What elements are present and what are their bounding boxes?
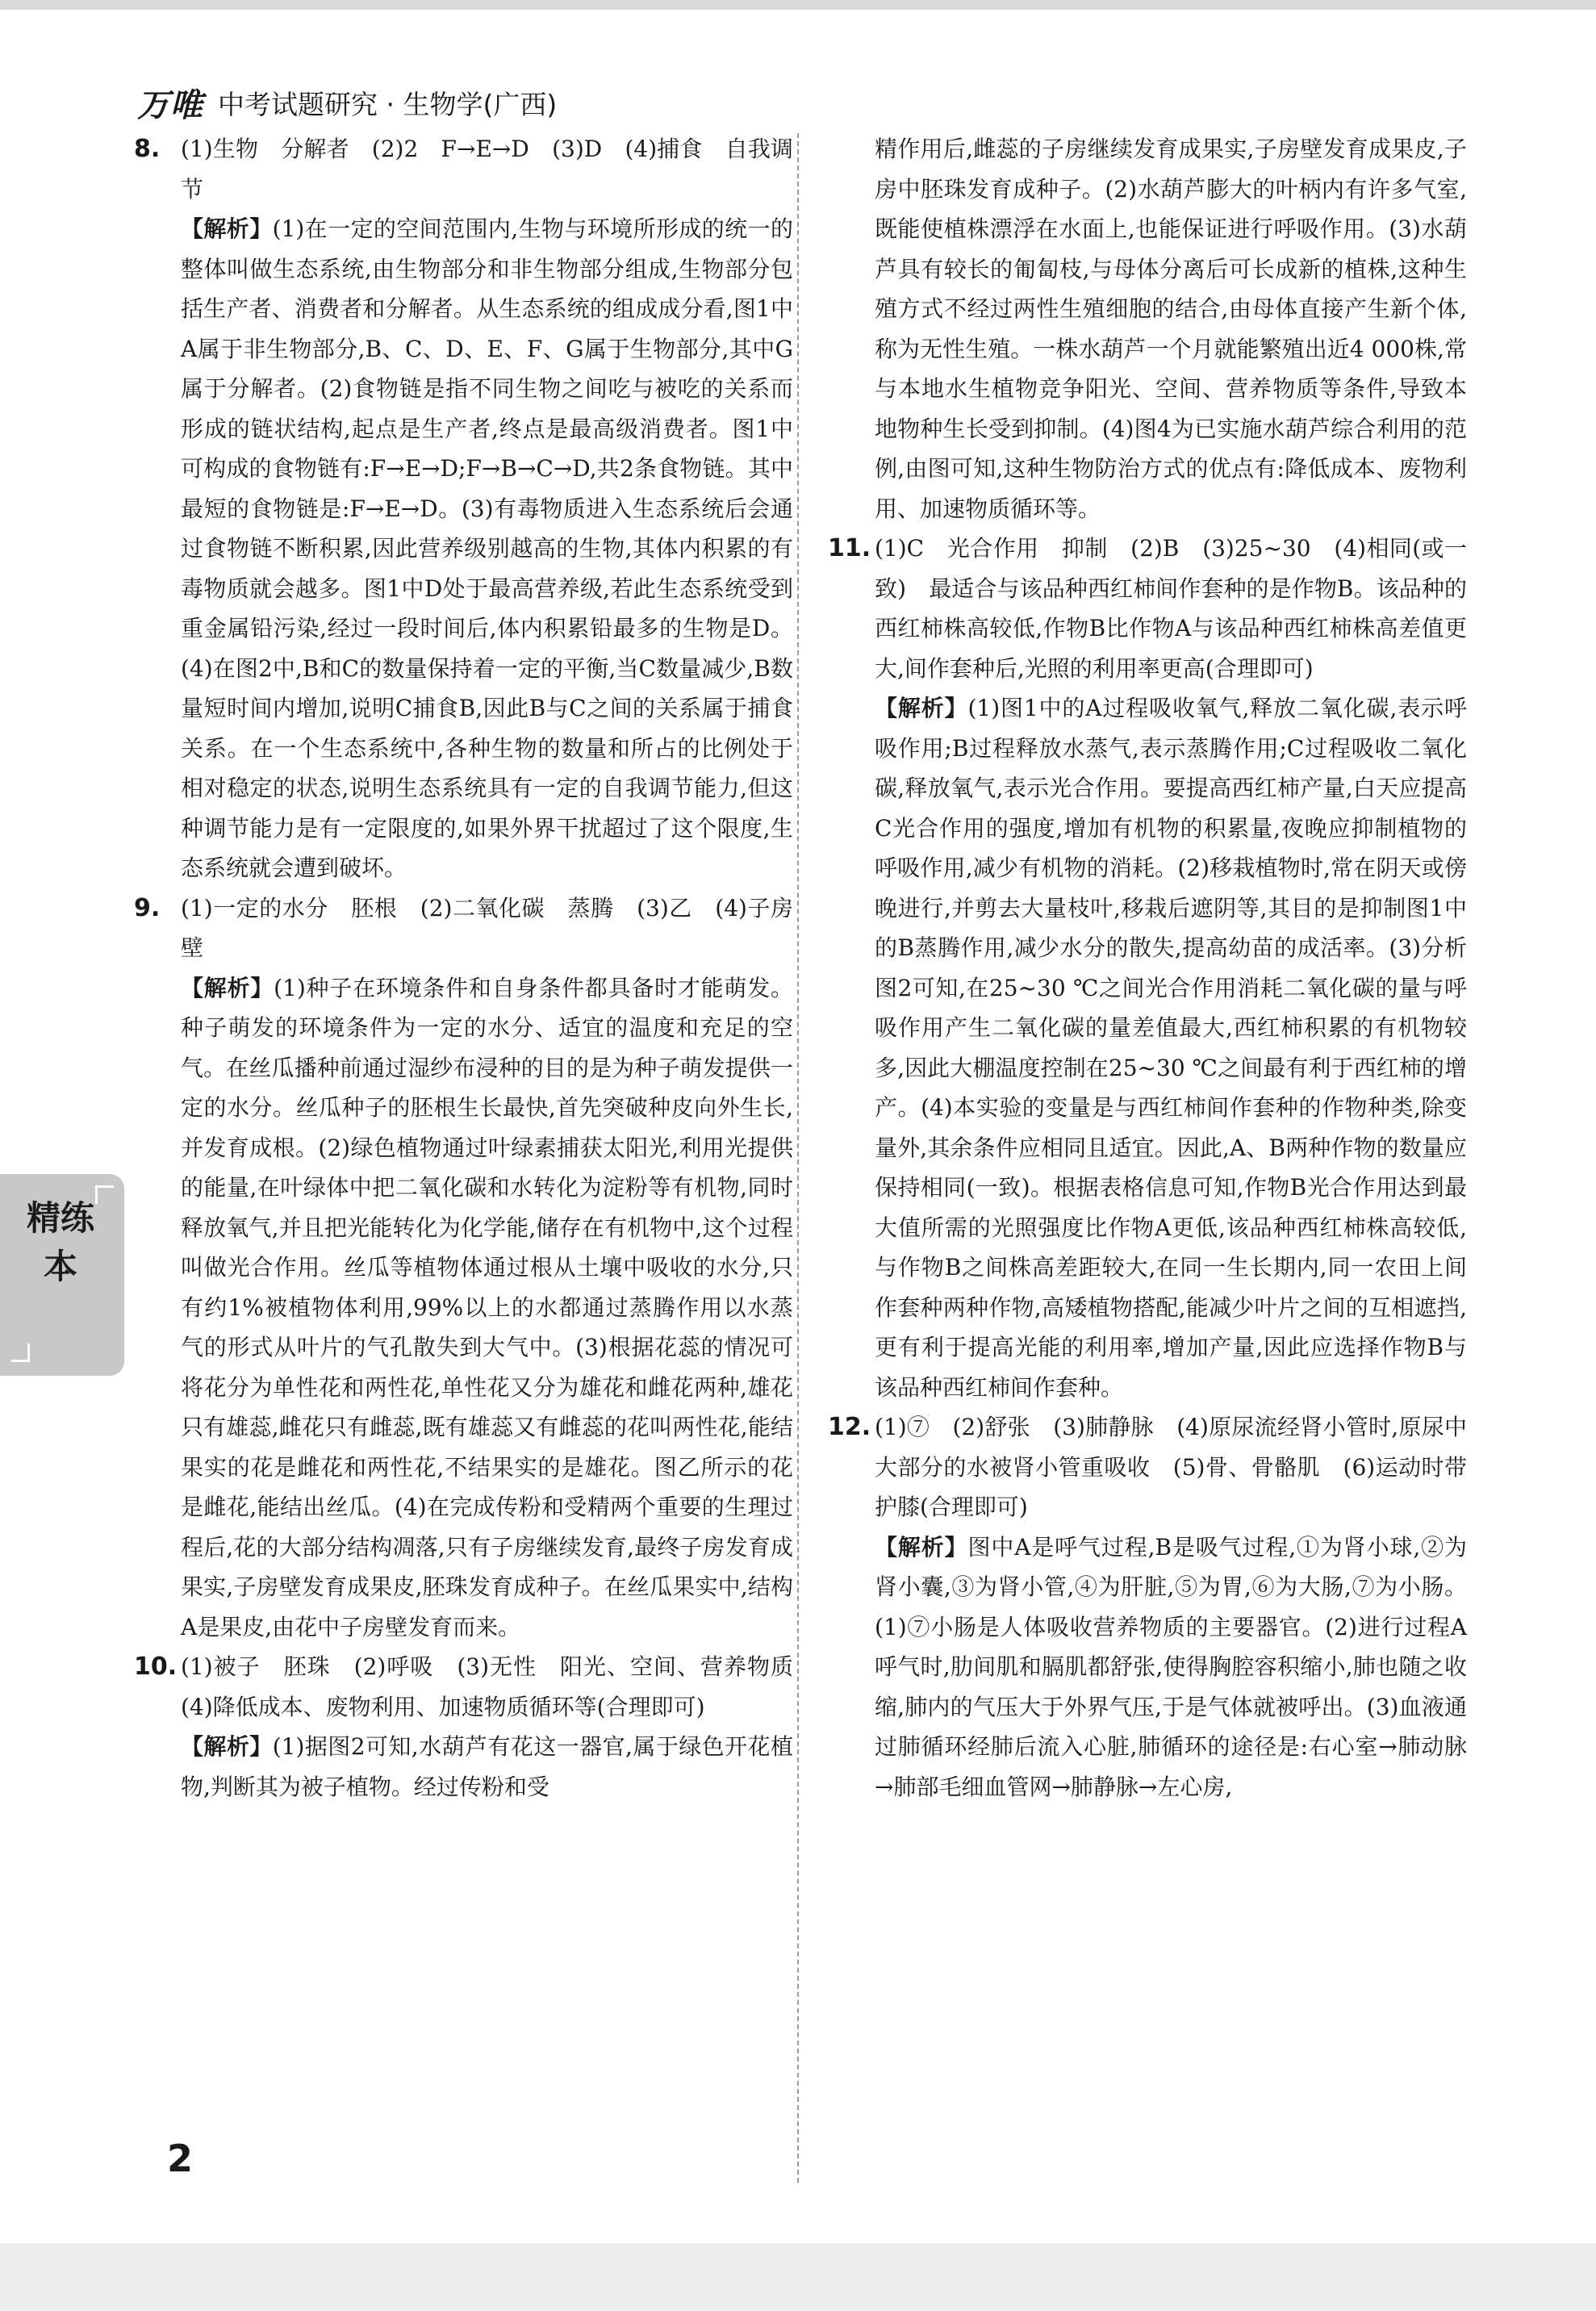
question-number: 11. xyxy=(828,534,871,562)
top-bar xyxy=(0,0,1596,10)
bracket-icon xyxy=(11,1344,30,1362)
explanation-text: 精作用后,雌蕊的子房继续发育成果实,子房壁发育成果皮,子房中胚珠发育成种子。(2)水葫芦膨大的叶柄内有许多气室,既能使植株漂浮在水面上,也能保证进行呼吸作用。(3)水葫芦具有较长的匍匐枝,与母体分离后可长成新的植株,这种生殖方式不经过两性生殖细胞的结合,由母体直接产生新个体,称为无性生殖。一株水葫芦一个月就能繁殖出近4 000株,常与本地水生植物竞争阳光、空间、营养物质等条件,导致本地物种生长受到抑制。(4)图4为已实施水葫芦综合利用的范例,由图可知,这种生物防治方式的优点有:降低成本、废物利用、加速物质循环等。 xyxy=(875,136,1467,522)
explanation xyxy=(875,688,1467,1407)
explanation-text: (1)种子在环境条件和自身条件都具备时才能萌发。种子萌发的环境条件为一定的水分、适宜的温度和充足的空气。在丝瓜播种前通过湿纱布浸种的目的是为种子萌发提供一定的水分。丝瓜种子的胚根生长最快,首先突破种皮向外生长,并发育成根。(2)绿色植物通过叶绿素捕获太阳光,利用光提供的能量,在叶绿体中把二氧化碳和水转化为淀粉等有机物,同时释放氧气,并且把光能转化为化学能,储存在有机物中,这个过程叫做光合作用。丝瓜等植物体通过根从土壤中吸收的水分,只有约1%被植物体利用,99%以上的水都通过蒸腾作用以水蒸气的形式从叶片的气孔散失到大气中。(3)根据花蕊的情况可将花分为单性花和两性花,单性花又分为雄花和雌花两种,雄花只有雄蕊,雌花只有雌蕊,既有雄蕊又有雌蕊的花叫两性花,能结果实的花是雌花和两性花,不结果实的是雄花。图乙所示的花是雌花,能结出丝瓜。(4)在完成传粉和受精两个重要的生理过程后,花的大部分结构凋落,只有子房继续发育,最终子房发育成果实,子房壁发育成果皮,胚珠发育成种子。在丝瓜果实中,结构A是果皮,由花中子房壁发育而来。 xyxy=(181,974,793,1640)
question-8 xyxy=(134,129,793,888)
answer-text: (1)一定的水分 胚根 (2)二氧化碳 蒸腾 (3)乙 (4)子房壁 xyxy=(181,894,793,961)
brand-logo: 万唯 xyxy=(137,86,203,124)
side-tab xyxy=(0,1174,124,1376)
answer-text: (1)C 光合作用 抑制 (2)B (3)25~30 (4)相同(或一致) 最适合与该品种西红柿间作套种的是作物B。该品种的西红柿株高较低,作物B比作物A与该品种西红柿株高差值更大,间作套种后,光照的利用率更高(合理即可) xyxy=(875,535,1467,682)
explanation-tag: 【解析】 xyxy=(875,695,968,721)
bottom-bar xyxy=(0,2243,1596,2311)
question-number: 10. xyxy=(134,1653,178,1681)
bracket-icon xyxy=(95,1185,114,1204)
explanation-text: (1)图1中的A过程吸收氧气,释放二氧化碳,表示呼吸作用;B过程释放水蒸气,表示蒸腾作用;C过程吸收二氧化碳,释放氧气,表示光合作用。要提高西红柿产量,白天应提高C光合作用的强度,增加有机物的积累量,夜晚应抑制植物的呼吸作用,减少有机物的消耗。(2)移栽植物时,常在阴天或傍晚进行,并剪去大量枝叶,移栽后遮阴等,其目的是抑制图1中的B蒸腾作用,减少水分的散失,提高幼苗的成活率。(3)分析图2可知,在25~30 ℃之间光合作用消耗二氧化碳的量与呼吸作用产生二氧化碳的量差值最大,西红柿积累的有机物较多,因此大棚温度控制在25~30 ℃之间最有利于西红柿的增产。(4)本实验的变量是与西红柿间作套种的作物种类,除变量外,其余条件应相同且适宜。因此,A、B两种作物的数量应保持相同(一致)。根据表格信息可知,作物B光合作用达到最大值所需的光照强度比作物A更低,该品种西红柿株高较低,与作物B之间株高差距较大,在同一生长期内,同一农田上间作套种两种作物,高矮植物搭配,能减少叶片之间的互相遮挡,更有利于提高光能的利用率,增加产量,因此应选择作物B与该品种西红柿间作套种。 xyxy=(875,695,1467,1401)
question-number: 8. xyxy=(134,135,161,163)
explanation-tag: 【解析】 xyxy=(181,974,274,1001)
explanation xyxy=(181,209,793,888)
question-10 xyxy=(134,1647,817,1807)
page-header xyxy=(137,81,557,124)
question-12 xyxy=(828,1407,1467,1807)
answer-text: (1)生物 分解者 (2)2 F→E→D (3)D (4)捕食 自我调节 xyxy=(181,136,793,203)
explanation xyxy=(181,1727,793,1807)
explanation-tag: 【解析】 xyxy=(181,1733,273,1760)
explanation xyxy=(875,1527,1467,1807)
left-column xyxy=(134,129,817,1807)
explanation-tag: 【解析】 xyxy=(875,1533,968,1561)
answer-text: (1)⑦ (2)舒张 (3)肺静脉 (4)原尿流经肾小管时,原尿中大部分的水被肾小管重吸收 (5)骨、骨骼肌 (6)运动时带护膝(合理即可) xyxy=(875,1414,1467,1520)
explanation-text: (1)据图2可知,水葫芦有花这一器官,属于绿色开花植物,判断其为被子植物。经过传粉和受 xyxy=(181,1733,793,1800)
explanation xyxy=(875,129,1467,529)
question-10-continued xyxy=(862,129,1467,529)
explanation-tag: 【解析】 xyxy=(181,215,273,242)
side-tab-label: 精练本 xyxy=(26,1198,94,1286)
question-9 xyxy=(134,888,793,1648)
question-number: 12. xyxy=(828,1413,871,1441)
page-number: 2 xyxy=(167,2137,194,2180)
answer-text: (1)被子 胚珠 (2)呼吸 (3)无性 阳光、空间、营养物质 (4)降低成本、废物利用、加速物质循环等(合理即可) xyxy=(181,1653,817,1720)
question-number: 9. xyxy=(134,893,161,922)
question-11 xyxy=(828,529,1467,1407)
explanation-text: 图中A是呼气过程,B是吸气过程,①为肾小球,②为肾小囊,③为肾小管,④为肝脏,⑤为胃,⑥为大肠,⑦为小肠。(1)⑦小肠是人体吸收营养物质的主要器官。(2)进行过程A呼气时,肋间肌和膈肌都舒张,使得胸腔容积缩小,肺也随之收缩,肺内的气压大于外界气压,于是气体就被呼出。(3)血液通过肺循环经肺后流入心脏,肺循环的途径是:右心室→肺动脉→肺部毛细血管网→肺静脉→左心房, xyxy=(875,1533,1467,1800)
right-column xyxy=(828,129,1467,1807)
explanation-text: (1)在一定的空间范围内,生物与环境所形成的统一的整体叫做生态系统,由生物部分和非生物部分组成,生物部分包括生产者、消费者和分解者。从生态系统的组成成分看,图1中A属于非生物部分,B、C、D、E、F、G属于生物部分,其中G属于分解者。(2)食物链是指不同生物之间吃与被吃的关系而形成的链状结构,起点是生产者,终点是最高级消费者。图1中可构成的食物链有:F→E→D;F→B→C→D,共2条食物链。其中最短的食物链是:F→E→D。(3)有毒物质进入生态系统后会通过食物链不断积累,因此营养级别越高的生物,其体内积累的有毒物质就会越多。图1中D处于最高营养级,若此生态系统受到重金属铅污染,经过一段时间后,体内积累铅最多的生物是D。(4)在图2中,B和C的数量保持着一定的平衡,当C数量减少,B数量短时间内增加,说明C捕食B,因此B与C之间的关系属于捕食关系。在一个生态系统中,各种生物的数量和所占的比例处于相对稳定的状态,说明生态系统具有一定的自我调节能力,但这种调节能力是有一定限度的,如果外界干扰超过了这个限度,生态系统就会遭到破坏。 xyxy=(181,215,793,881)
explanation xyxy=(181,968,793,1648)
column-divider xyxy=(797,133,799,2183)
header-title: 中考试题研究 · 生物学(广西) xyxy=(218,88,558,120)
